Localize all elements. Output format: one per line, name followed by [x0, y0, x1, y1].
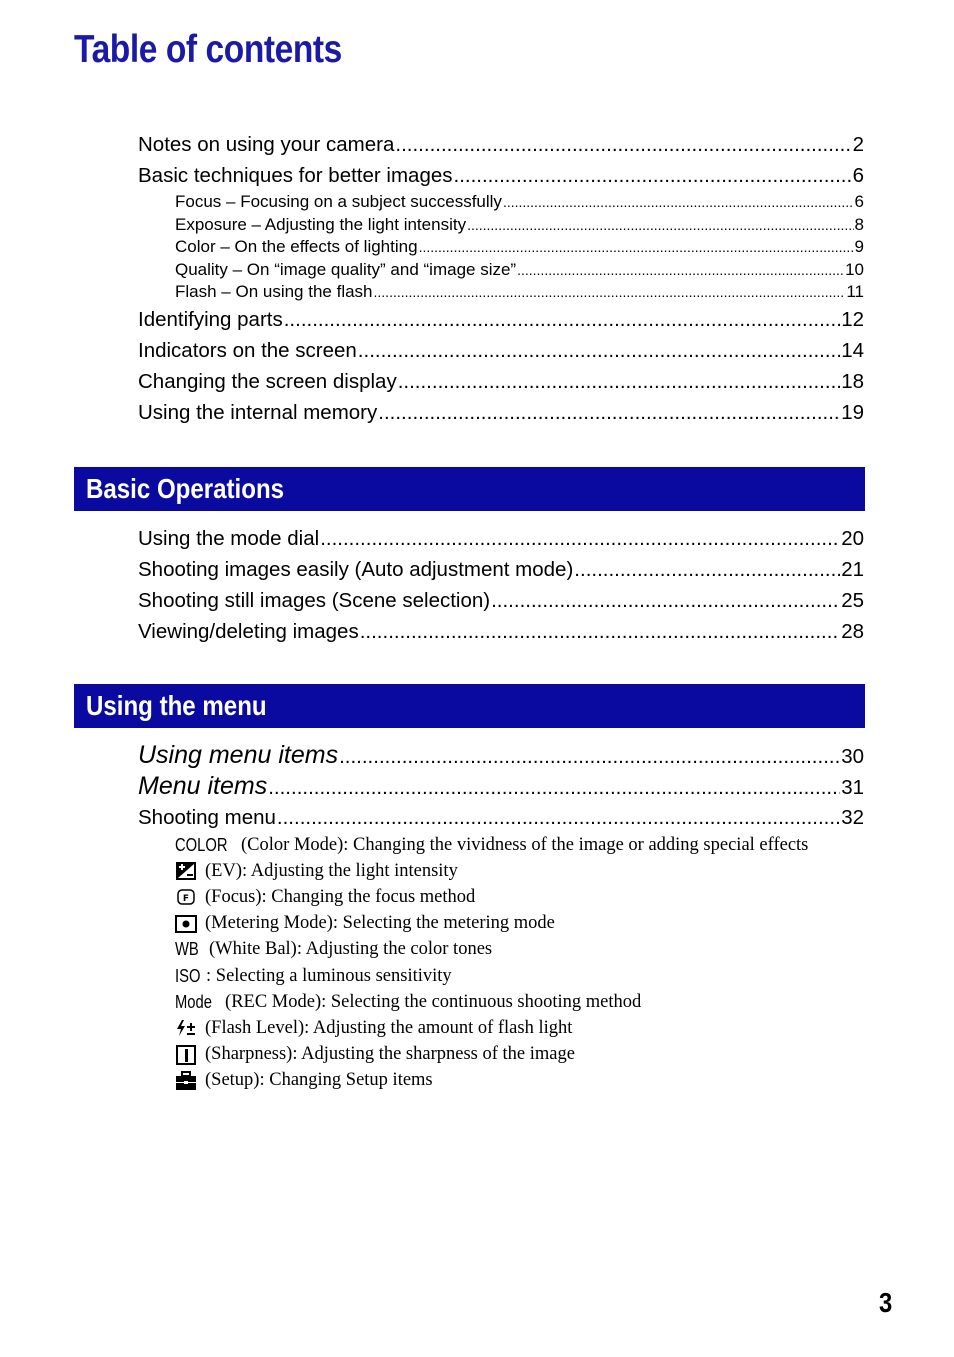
toc-subentry[interactable]: [138, 214, 864, 237]
toc-entry-page: 20: [841, 527, 864, 550]
sharpness-icon: [175, 1045, 197, 1065]
toc-entry-page: 19: [841, 400, 864, 424]
leader-dots: [358, 335, 840, 366]
menu-item-text: : Selecting a luminous sensitivity: [206, 965, 452, 986]
toc-entry-page: 28: [841, 620, 864, 643]
menu-item-text: (Metering Mode): Selecting the metering mode: [205, 913, 555, 934]
menu-item-flash-level[interactable]: [175, 1015, 865, 1041]
shooting-menu-list: [175, 832, 865, 1094]
page-number: 3: [879, 1287, 893, 1318]
leader-dots: [467, 214, 853, 237]
wb-tag: WB: [175, 939, 199, 960]
toc-entry-label: Using the mode dial: [138, 527, 320, 550]
menu-item-metering[interactable]: [175, 911, 865, 937]
toc-using-the-menu: [138, 740, 864, 833]
toc-entry-label: Exposure – Adjusting the light intensity: [175, 214, 467, 234]
toc-entry-label: Using the internal memory: [138, 400, 378, 424]
menu-item-text: (REC Mode): Selecting the continuous shooting method: [225, 991, 642, 1012]
svg-text:F: F: [182, 894, 190, 905]
menu-item-ev[interactable]: [175, 858, 865, 884]
menu-item-color-mode[interactable]: [175, 832, 865, 858]
menu-item-text: (EV): Adjusting the light intensity: [205, 860, 458, 881]
toc-entry[interactable]: [138, 160, 864, 191]
toc-entry-page: 11: [846, 282, 864, 301]
toc-entry[interactable]: [138, 129, 864, 160]
toc-entry[interactable]: [138, 335, 864, 366]
menu-item-text: (Setup): Changing Setup items: [205, 1070, 433, 1091]
leader-dots: [284, 304, 840, 335]
leader-dots: [374, 281, 846, 304]
toc-entry-page: 12: [841, 307, 864, 331]
toc-subentry[interactable]: [138, 259, 864, 282]
leader-dots: [398, 366, 840, 397]
toc-entry[interactable]: [138, 523, 864, 554]
setup-toolbox-icon: [175, 1071, 197, 1091]
focus-icon: [175, 887, 197, 907]
toc-entry-page: 6: [854, 192, 864, 211]
toc-entry-page: 31: [841, 776, 864, 799]
menu-item-setup[interactable]: [175, 1068, 865, 1094]
leader-dots: [454, 160, 852, 191]
menu-item-sharpness[interactable]: [175, 1042, 865, 1068]
page-title: Table of contents: [74, 28, 342, 71]
section-header-basic-operations: [74, 467, 865, 511]
menu-item-text: (Flash Level): Adjusting the amount of flash light: [205, 1017, 573, 1038]
toc-entry[interactable]: [138, 585, 864, 616]
toc-entry-page: 21: [841, 558, 864, 581]
toc-entry-label: Menu items: [138, 772, 268, 800]
toc-entry[interactable]: [138, 554, 864, 585]
ev-icon: [175, 861, 197, 881]
toc-entry[interactable]: [138, 304, 864, 335]
menu-item-text: (Focus): Changing the focus method: [205, 886, 476, 907]
menu-item-white-bal[interactable]: [175, 937, 865, 963]
toc-entry-page: 25: [841, 589, 864, 612]
toc-subentry[interactable]: [138, 281, 864, 304]
toc-entry-label: Basic techniques for better images: [138, 164, 453, 187]
leader-dots: [320, 523, 840, 554]
toc-subentry[interactable]: [138, 191, 864, 214]
toc-entry-label: Shooting images easily (Auto adjustment mode): [138, 558, 574, 581]
toc-entry-label: Focus – Focusing on a subject successfully: [175, 192, 502, 211]
toc-entry-page: 9: [854, 237, 864, 256]
toc-entry[interactable]: [138, 740, 864, 771]
toc-entry[interactable]: [138, 366, 864, 397]
leader-dots: [378, 397, 840, 428]
leader-dots: [277, 802, 840, 833]
toc-entry-page: 10: [845, 259, 864, 279]
leader-dots: [491, 585, 840, 616]
toc-entry-page: 18: [841, 369, 864, 393]
section-heading: Basic Operations: [86, 473, 285, 504]
leader-dots: [268, 772, 840, 803]
leader-dots: [419, 236, 854, 259]
toc-entry-page: 6: [852, 164, 864, 187]
toc-entry-label: Indicators on the screen: [138, 338, 357, 362]
rec-mode-tag: Mode: [175, 991, 212, 1012]
flash-level-icon: [175, 1018, 197, 1038]
toc-entry[interactable]: [138, 771, 864, 802]
toc-entry[interactable]: [138, 802, 864, 833]
toc-entry-page: 14: [841, 338, 864, 362]
toc-entry-label: Notes on using your camera: [138, 133, 395, 156]
menu-item-focus[interactable]: [175, 884, 865, 910]
leader-dots: [503, 191, 854, 214]
section-heading: Using the menu: [86, 690, 267, 721]
menu-item-text: (Color Mode): Changing the vividness of the image or adding special effects: [241, 834, 809, 855]
leader-dots: [395, 129, 851, 160]
menu-item-text: (Sharpness): Adjusting the sharpness of the image: [205, 1044, 575, 1065]
metering-icon: [175, 914, 197, 934]
toc-entry-label: Color – On the effects of lighting: [175, 237, 418, 256]
toc-entry-page: 8: [854, 214, 864, 234]
toc-entry-page: 30: [841, 745, 864, 768]
toc-entry-label: Quality – On “image quality” and “image size”: [175, 259, 517, 279]
toc-subentry[interactable]: [138, 236, 864, 259]
toc-entry-label: Shooting menu: [138, 806, 276, 829]
toc-entry-label: Flash – On using the flash: [175, 282, 373, 301]
leader-dots: [339, 741, 840, 772]
menu-item-text: (White Bal): Adjusting the color tones: [209, 939, 493, 960]
toc-entry-label: Shooting still images (Scene selection): [138, 589, 491, 612]
menu-item-iso[interactable]: [175, 963, 865, 989]
toc-basic-operations: [138, 523, 864, 647]
leader-dots: [360, 616, 840, 647]
toc-entry-label: Viewing/deleting images: [138, 620, 359, 643]
toc-intro: [138, 129, 864, 428]
toc-entry-page: 32: [841, 806, 864, 829]
toc-entry-page: 2: [852, 133, 864, 156]
leader-dots: [517, 259, 844, 282]
leader-dots: [574, 554, 840, 585]
iso-tag: ISO: [175, 965, 201, 986]
toc-entry-label: Using menu items: [138, 741, 339, 769]
toc-entry[interactable]: [138, 616, 864, 647]
menu-item-rec-mode[interactable]: [175, 989, 865, 1015]
section-header-using-the-menu: [74, 684, 865, 728]
toc-entry[interactable]: [138, 397, 864, 428]
toc-entry-label: Identifying parts: [138, 307, 283, 331]
toc-entry-label: Changing the screen display: [138, 369, 397, 393]
color-mode-tag: COLOR: [175, 834, 228, 855]
